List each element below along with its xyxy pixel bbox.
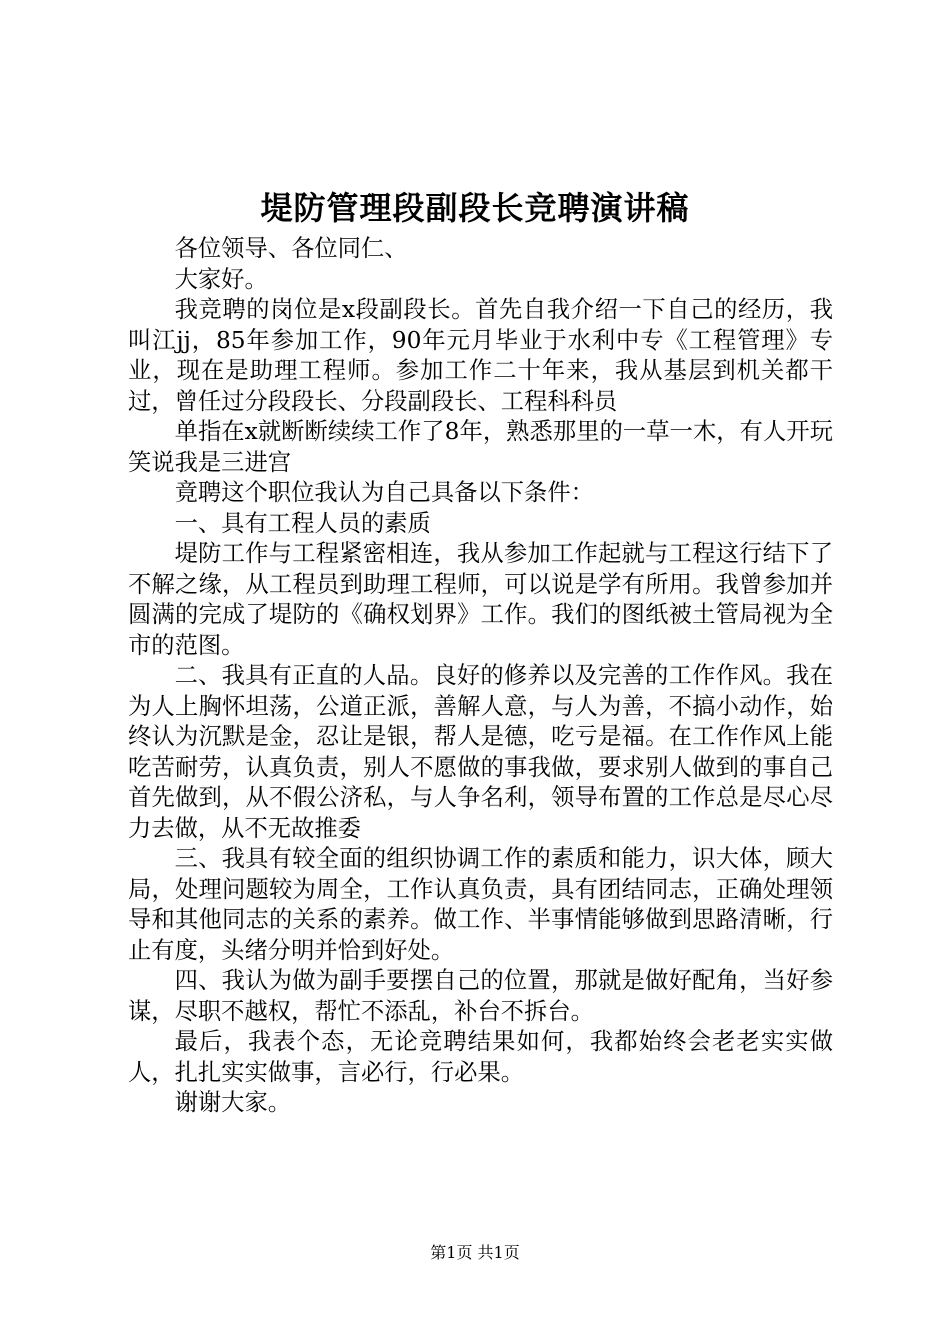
paragraph-closing: 最后，我表个态，无论竞聘结果如何，我都始终会老老实实做人，扎扎实实做事，言必行，行必果。 [128, 1028, 833, 1086]
paragraph-condition-one: 堤防工作与工程紧密相连，我从参加工作起就与工程这行结下了不解之缘，从工程员到助理工程师，可以说是学有所用。我曾参加并圆满的完成了堤防的《确权划界》工作。我们的图纸被土管局视为全市的范图。 [128, 540, 833, 659]
paragraph-condition-four: 四、我认为做为副手要摆自己的位置，那就是做好配角，当好参谋，尽职不越权，帮忙不添乱，补台不拆台。 [128, 967, 833, 1025]
paragraph-salutation: 各位领导、各位同仁、 [174, 235, 408, 262]
paragraph-greeting: 大家好。 [174, 265, 268, 293]
page-footer: 第1页 共1页 [430, 1243, 520, 1262]
paragraph-introduction: 我竞聘的岗位是x段副段长。首先自我介绍一下自己的经历，我叫江jj，85年参加工作，90年元月毕业于水利中专《工程管理》专业，现在是助理工程师。参加工作二十年来，我从基层到机关都干过，曾任过分段段长、分段副段长、工程科科员 [128, 296, 833, 415]
document-body [128, 234, 833, 1119]
paragraph-thanks: 谢谢大家。 [174, 1089, 292, 1116]
paragraph-conditions-intro: 竟聘这个职位我认为自己具备以下条件： [174, 479, 594, 506]
paragraph-condition-three: 三、我具有较全面的组织协调工作的素质和能力，识大体，顾大局，处理问题较为周全，工作认真负责，具有团结同志，正确处理领导和其他同志的关系的素养。做工作、半事情能够做到思路清晰，行止有度，头绪分明并恰到好处。 [128, 845, 833, 964]
paragraph-experience: 单指在x就断断续续工作了8年，熟悉那里的一草一木，有人开玩笑说我是三进宫 [128, 418, 833, 476]
paragraph-condition-two: 二、我具有正直的人品。良好的修养以及完善的工作作风。我在为人上胸怀坦荡，公道正派，善解人意，与人为善，不搞小动作，始终认为沉默是金，忍让是银，帮人是德，吃亏是福。在工作作风上能吃苦耐劳，认真负责，别人不愿做的事我做，要求别人做到的事自己首先做到，从不假公济私，与人争名利，领导布置的工作总是尽心尽力去做，从不无故推委 [128, 662, 833, 842]
document-title: 堤防管理段副段长竞聘演讲稿 [260, 189, 690, 227]
paragraph-condition-one-heading: 一、具有工程人员的素质 [174, 509, 431, 537]
